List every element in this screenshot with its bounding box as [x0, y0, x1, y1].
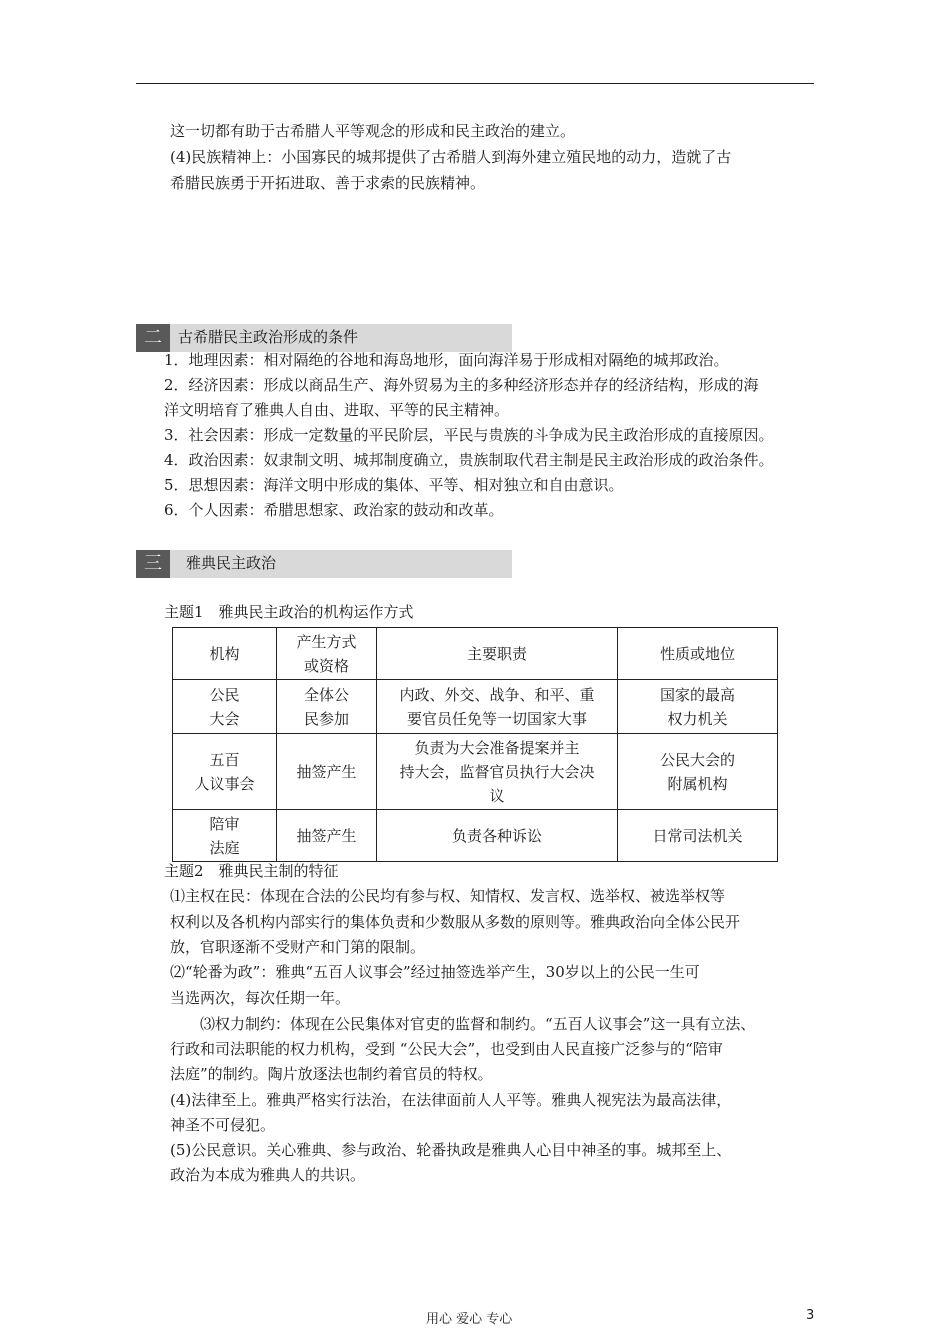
table-cell: 抽签产生: [277, 810, 377, 862]
feature-line: ⑶权力制约：体现在公民集体对官吏的监督和制约。“五百人议事会”这一具有立法、: [200, 1015, 756, 1033]
paragraph-line: 希腊民族勇于开拓进取、善于求索的民族精神。: [170, 174, 486, 192]
institutions-table: [172, 627, 778, 862]
table-cell: 陪审 法庭: [173, 810, 277, 862]
condition-line: 6．个人因素：希腊思想家、政治家的鼓动和改革。: [164, 501, 504, 519]
feature-line: 政治为本成为雅典人的共识。: [170, 1166, 366, 1184]
paragraph-line: 这一切都有助于古希腊人平等观念的形成和民主政治的建立。: [170, 122, 576, 140]
table-cell: 公民 大会: [173, 680, 277, 734]
topic-1-title: 主题1 雅典民主政治的机构运作方式: [164, 603, 414, 621]
section-number: 二: [136, 324, 170, 352]
table-header-row: [173, 628, 778, 680]
table-cell: 内政、外交、战争、和平、重 要官员任免等一切国家大事: [377, 680, 618, 734]
paragraph-line: (4)民族精神上：小国寡民的城邦提供了古希腊人到海外建立殖民地的动力，造就了古: [170, 148, 732, 166]
feature-line: 当选两次，每次任期一年。: [170, 989, 351, 1007]
feature-line: 权利以及各机构内部实行的集体负责和少数服从多数的原则等。雅典政治向全体公民开: [170, 913, 741, 931]
table-cell: 五百 人议事会: [173, 734, 277, 810]
condition-line: 1．地理因素：相对隔绝的谷地和海岛地形，面向海洋易于形成相对隔绝的城邦政治。: [164, 351, 729, 369]
feature-line: ⑵“轮番为政”：雅典“五百人议事会”经过抽签选举产生，30岁以上的公民一生可: [170, 963, 700, 981]
header-rule: [136, 83, 814, 84]
footer-motto: 用心 爱心 专心: [426, 1312, 513, 1327]
table-row: [173, 680, 778, 734]
feature-line: (4)法律至上。雅典严格实行法治，在法律面前人人平等。雅典人视宪法为最高法律，: [170, 1091, 732, 1109]
table-cell: 公民大会的 附属机构: [618, 734, 778, 810]
table-cell: 抽签产生: [277, 734, 377, 810]
table-header: 产生方式 或资格: [277, 628, 377, 680]
table-header: 机构: [173, 628, 277, 680]
section-title: 雅典民主政治: [186, 554, 277, 572]
feature-line: 法庭”的制约。陶片放逐法也制约着官员的特权。: [170, 1065, 493, 1083]
condition-line: 3．社会因素：形成一定数量的平民阶层，平民与贵族的斗争成为民主政治形成的直接原因。: [164, 426, 774, 444]
table-row: [173, 734, 778, 810]
section-number: 三: [136, 550, 170, 578]
table-cell: 负责为大会准备提案并主 持大会，监督官员执行大会决 议: [377, 734, 618, 810]
feature-line: ⑴主权在民：体现在合法的公民均有参与权、知情权、发言权、选举权、被选举权等: [170, 887, 726, 905]
table-cell: 负责各种诉讼: [377, 810, 618, 862]
condition-line: 5．思想因素：海洋文明中形成的集体、平等、相对独立和自由意识。: [164, 476, 624, 494]
table-cell: 全体公 民参加: [277, 680, 377, 734]
table-header: 性质或地位: [618, 628, 778, 680]
table-header: 主要职责: [377, 628, 618, 680]
table-row: [173, 810, 778, 862]
topic-2-title: 主题2 雅典民主制的特征: [164, 862, 339, 880]
section-heading-2: [136, 324, 512, 352]
table-cell: 国家的最高 权力机关: [618, 680, 778, 734]
table-cell: 日常司法机关: [618, 810, 778, 862]
feature-line: 神圣不可侵犯。: [170, 1116, 276, 1134]
feature-line: 放，官职逐渐不受财产和门第的限制。: [170, 938, 426, 956]
feature-line: (5)公民意识。关心雅典、参与政治、轮番执政是雅典人心目中神圣的事。城邦至上、: [170, 1141, 732, 1159]
section-heading-3: [136, 550, 512, 578]
condition-line: 洋文明培育了雅典人自由、进取、平等的民主精神。: [164, 401, 510, 419]
condition-line: 2．经济因素：形成以商品生产、海外贸易为主的多种经济形态并存的经济结构，形成的海: [164, 376, 759, 394]
page-number: 3: [806, 1308, 815, 1323]
condition-line: 4．政治因素：奴隶制文明、城邦制度确立，贵族制取代君主制是民主政治形成的政治条件。: [164, 451, 774, 469]
feature-line: 行政和司法职能的权力机构，受到 “公民大会”，也受到由人民直接广泛参与的“陪审: [170, 1040, 723, 1058]
section-title: 古希腊民主政治形成的条件: [178, 328, 359, 346]
